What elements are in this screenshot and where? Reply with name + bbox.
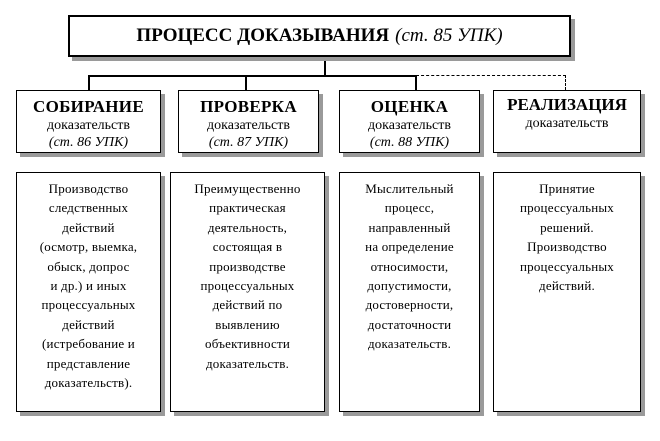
stage-header-realizaciya [493,90,641,153]
description-line: на определение [365,239,454,255]
description-line: Мыслительный [365,181,454,196]
description-line: выявлению [215,316,280,332]
stage-sub: доказательств [207,118,290,133]
stage-header-sobiranie [16,90,161,153]
stage-ref: (ст. 88 УПК) [369,135,450,150]
stage-name: РЕАЛИЗАЦИЯ [507,95,627,114]
description-line: процессуальных [520,200,614,216]
description-line: доказательств. [205,355,290,371]
stage-name: ПРОВЕРКА [200,97,297,116]
description-line: действий. [539,278,595,294]
description-line: доказательств). [44,375,133,391]
description-line: следственных [48,200,129,216]
description-line: объективности [205,336,290,352]
description-line: Производство [48,181,129,196]
title-stem-connector [324,57,326,76]
stage-header-proverka [178,90,319,153]
description-line: практическая [209,200,286,216]
description-line: (истребование и [42,336,135,352]
description-line: достоверности, [365,297,454,313]
description-line: достаточности [367,316,452,332]
stage-description-ocenka [339,172,480,412]
description-line: Принятие [539,181,595,196]
description-line: Производство [527,239,607,255]
description-line: (осмотр, выемка, [39,239,138,255]
description-line: процессуальных [200,278,295,294]
description-line: и др.) и иных [50,278,127,294]
horizontal-connector [88,75,416,77]
stage-ref: (ст. 86 УПК) [48,135,129,150]
stage-description-realizaciya [493,172,641,412]
stage-description-sobiranie [16,172,161,412]
stage-sub: доказательств [525,116,609,131]
description-line: производстве [209,258,286,274]
title-main: ПРОЦЕСС ДОКАЗЫВАНИЯ [136,25,390,46]
description-line: доказательств. [367,336,452,352]
stage-ref: (ст. 87 УПК) [208,135,289,150]
dashed-connector-realizaciya [416,75,566,90]
description-line: процесс, [384,200,435,216]
stage-sub: доказательств [368,118,451,133]
description-line: обыск, допрос [47,258,130,274]
description-line: относимости, [370,258,449,274]
description-line: представление [46,355,131,371]
title-ref: (ст. 85 УПК) [395,25,503,46]
description-line: процессуальных [41,297,136,313]
description-line: решений. [540,219,594,235]
description-line: процессуальных [520,258,614,274]
description-line: действий [62,219,115,235]
stage-sub: доказательств [47,118,130,133]
description-line: деятельность, [207,219,288,235]
stage-header-ocenka [339,90,480,153]
stage-name: ОЦЕНКА [370,97,449,116]
description-line: действий [62,316,115,332]
stem-proverka [245,75,247,90]
title-box [68,15,571,57]
description-line: допустимости, [367,278,452,294]
stage-description-proverka [170,172,325,412]
description-line: состоящая в [212,239,283,255]
stage-name: СОБИРАНИЕ [33,97,144,116]
stem-sobiranie [88,75,90,90]
description-line: Преимущественно [194,181,301,196]
description-line: направленный [368,219,451,235]
description-line: действий по [212,297,283,313]
